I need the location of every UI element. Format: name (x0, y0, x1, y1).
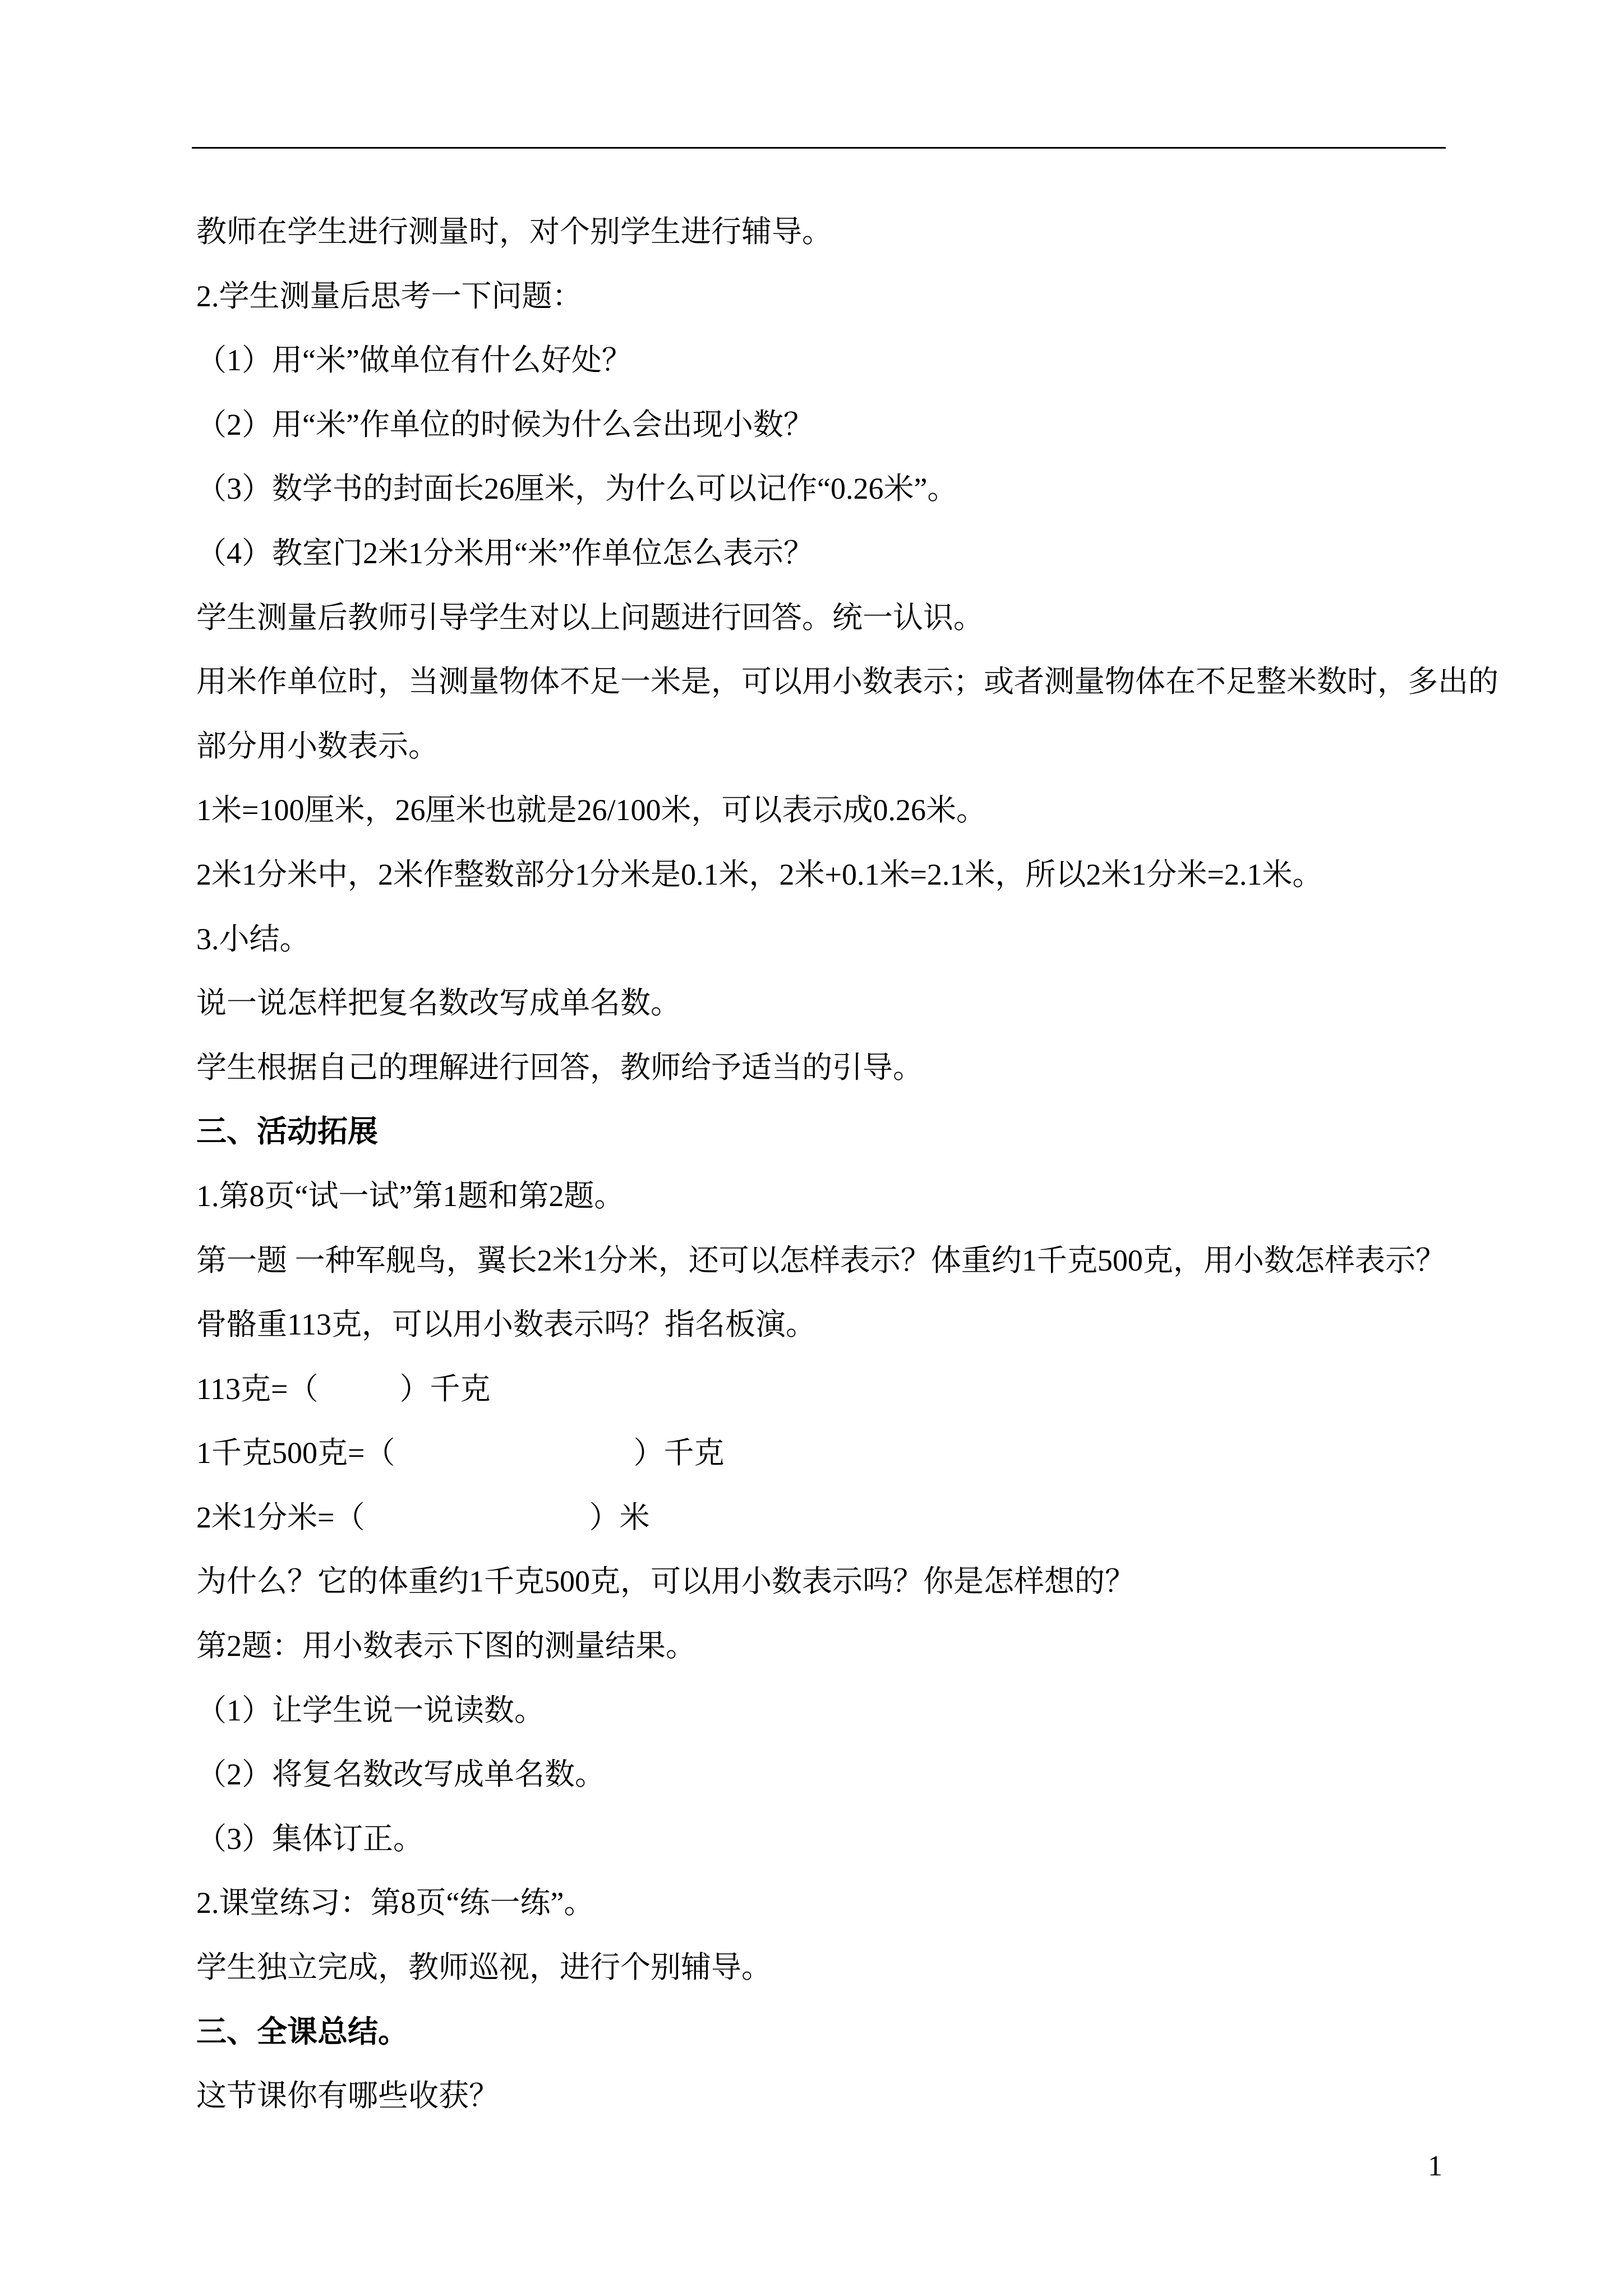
fill-in-line (196, 1421, 1446, 1485)
answer-blank (318, 1398, 399, 1399)
question-item: （2）将复名数改写成单名数。 (196, 1757, 605, 1792)
paragraph-line: 2米1分米中，2米作整数部分1分米是0.1米，2米+0.1米=2.1米，所以2米1分米=2.1米。 (196, 857, 1323, 891)
paragraph-line: 1.第8页“试一试”第1题和第2题。 (196, 1179, 625, 1213)
paragraph-line: 用米作单位时，当测量物体不足一米是，可以用小数表示；或者测量物体在不足整米数时，多出的 (196, 665, 1498, 699)
paragraph-line: 第2题：用小数表示下图的测量结果。 (196, 1629, 696, 1663)
paragraph-line: 说一说怎样把复名数改写成单名数。 (196, 986, 681, 1020)
paragraph-line: 为什么？它的体重约1千克500克，可以用小数表示吗？你是怎样想的？ (196, 1565, 1135, 1599)
paragraph-line: 骨骼重113克，可以用小数表示吗？指名板演。 (196, 1308, 816, 1342)
section-heading: 三、活动拓展 (196, 1115, 378, 1149)
fill-in-line (196, 1357, 1446, 1421)
header-rule (192, 147, 1446, 149)
paragraph-line: 第一题 一种军舰鸟，翼长2米1分米，还可以怎样表示？体重约1千克500克，用小数怎样表示？ (196, 1243, 1446, 1277)
fill-in-prefix: 113克=（ (196, 1372, 319, 1406)
paragraph-line: 学生独立完成，教师巡视，进行个别辅导。 (196, 1950, 772, 1985)
document-body (196, 200, 1498, 2128)
fill-in-prefix: 2米1分米=（ (196, 1500, 365, 1534)
paragraph-line: 部分用小数表示。 (196, 729, 439, 763)
paragraph-line: 2.学生测量后思考一下问题： (196, 279, 583, 313)
paragraph-line: 这节课你有哪些收获？ (196, 2079, 499, 2113)
fill-in-suffix: ）米 (589, 1500, 650, 1534)
fill-in-prefix: 1千克500克=（ (196, 1436, 395, 1470)
paragraph-line: 1米=100厘米，26厘米也就是26/100米，可以表示成0.26米。 (196, 793, 986, 827)
paragraph-line: 学生根据自己的理解进行回答，教师给予适当的引导。 (196, 1050, 923, 1084)
fill-in-line (196, 1485, 1446, 1550)
section-heading: 三、全课总结。 (196, 2014, 408, 2049)
question-item: （1）让学生说一说读数。 (196, 1693, 545, 1727)
answer-blank (395, 1462, 633, 1463)
fill-in-suffix: ）千克 (633, 1436, 725, 1470)
question-item: （2）用“米”作单位的时候为什么会出现小数？ (196, 407, 814, 441)
question-item: （3）数学书的封面长26厘米，为什么可以记作“0.26米”。 (196, 472, 958, 506)
paragraph-line: 学生测量后教师引导学生对以上问题进行回答。统一认识。 (196, 600, 984, 634)
fill-in-suffix: ）千克 (399, 1372, 491, 1406)
question-item: （1）用“米”做单位有什么好处？ (196, 343, 632, 378)
paragraph-line: 3.小结。 (196, 922, 310, 956)
paragraph-line: 教师在学生进行测量时，对个别学生进行辅导。 (196, 215, 832, 249)
question-item: （4）教室门2米1分米用“米”作单位怎么表示？ (196, 536, 814, 570)
page-number: 1 (1428, 2150, 1442, 2182)
question-item: （3）集体订正。 (196, 1821, 423, 1856)
paragraph-line: 2.课堂练习：第8页“练一练”。 (196, 1886, 594, 1920)
